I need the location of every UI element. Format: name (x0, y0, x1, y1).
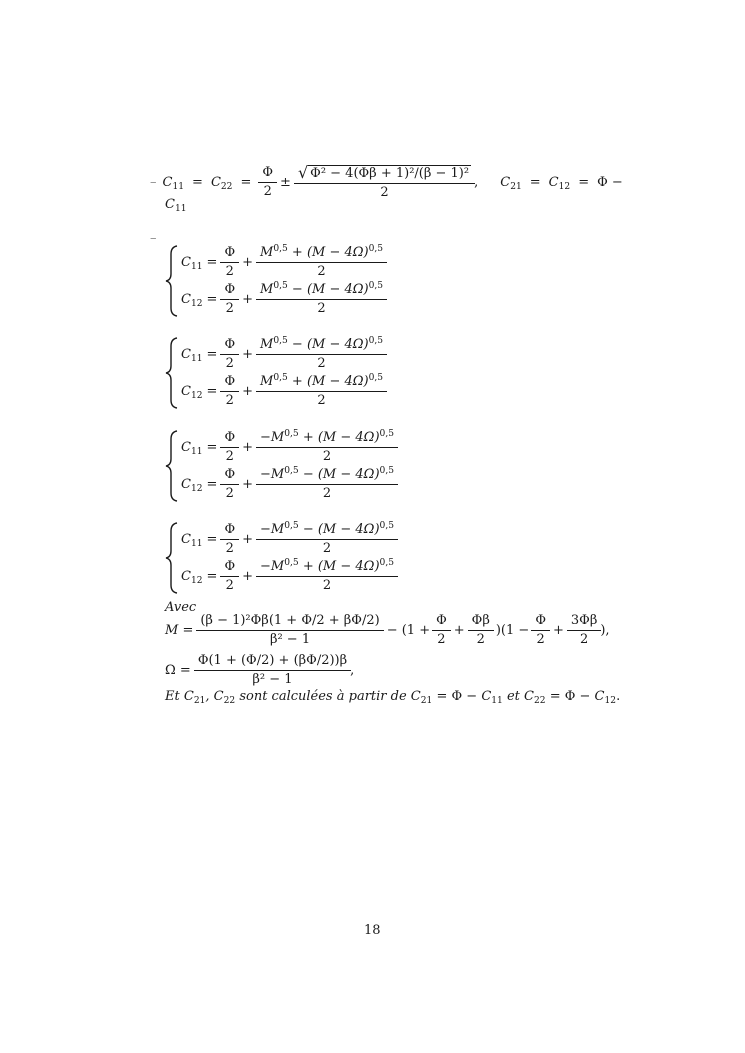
row-equals: = (206, 439, 218, 455)
equals-sign-2: = (240, 174, 252, 190)
c22-symbol: $C_{22}$ (210, 174, 233, 192)
omega-tail: , (350, 662, 355, 678)
wrapped-c11: $C_{11}$ (165, 197, 187, 215)
m-tail-3: ), (600, 622, 610, 638)
rhs-tail: Φ − (597, 174, 623, 190)
row-phi-half: $\frac{\Phi}{2}$ (222, 431, 237, 463)
system-row (181, 429, 397, 465)
row-equals: = (206, 346, 218, 362)
row-fraction: $\frac{M^{0,5} + (M - 4\Omega)^{0,5}}{2}$ (258, 246, 385, 278)
equals-sign: = (192, 174, 203, 190)
system-row (181, 373, 386, 409)
c21-symbol: $C_{21}$ (500, 174, 522, 192)
row-equals: = (206, 254, 218, 270)
m-definition (165, 612, 610, 648)
row-lhs: $C_{12}$ (181, 291, 203, 309)
system-row (181, 466, 397, 502)
comma: , (474, 174, 479, 190)
left-brace-icon (165, 336, 179, 410)
row-phi-half: $\frac{\Phi}{2}$ (222, 560, 237, 592)
row-plus: + (242, 568, 254, 584)
conclusion-text: Et $C_{21}$, $C_{22}$ sont calculées à partir de $C_{21} = \Phi - C_{11}$ et $C_{22} = \Phi - C_{12}$. (165, 689, 621, 707)
row-fraction: $\frac{-M^{0,5} - (M - 4\Omega)^{0,5}}{2}$ (258, 523, 396, 555)
row-phi-half: $\frac{\Phi}{2}$ (222, 283, 237, 315)
omega-lhs: Ω = (165, 662, 191, 678)
row-fraction: $\frac{M^{0,5} - (M - 4\Omega)^{0,5}}{2}$ (258, 283, 385, 315)
row-lhs: $C_{12}$ (181, 476, 203, 494)
m-plus-2: + (552, 622, 564, 638)
sqrt-icon: √ (297, 162, 309, 182)
row-phi-half: $\frac{\Phi}{2}$ (222, 375, 237, 407)
row-plus: + (242, 476, 254, 492)
row-equals: = (206, 476, 218, 492)
system-row (181, 336, 386, 372)
system-row (181, 558, 397, 594)
left-brace-icon (165, 521, 179, 595)
row-equals: = (206, 531, 218, 547)
row-plus: + (242, 291, 254, 307)
row-plus: + (242, 439, 254, 455)
row-plus: + (242, 254, 254, 270)
system-row (181, 244, 386, 280)
row-lhs: $C_{12}$ (181, 383, 203, 401)
m-tail-1: − (1 + (386, 622, 431, 638)
row-fraction: $\frac{M^{0,5} - (M - 4\Omega)^{0,5}}{2}$ (258, 338, 385, 370)
plus-minus: ± (280, 174, 291, 190)
row-plus: + (242, 346, 254, 362)
row-equals: = (206, 383, 218, 399)
m-frac-2: $\frac{\Phi\beta}{2}$ (470, 614, 492, 646)
avec-label: Avec (165, 600, 197, 615)
phi-over-two: $\frac{\Phi}{2}$ (260, 166, 275, 198)
m-plus-1: + (453, 622, 465, 638)
c12-symbol: $C_{12}$ (548, 174, 571, 192)
left-brace-icon (165, 429, 179, 503)
row-phi-half: $\frac{\Phi}{2}$ (222, 338, 237, 370)
row-fraction: $\frac{-M^{0,5} + (M - 4\Omega)^{0,5}}{2}$ (258, 431, 396, 463)
sqrt-fraction: √ Φ² − 4(Φβ + 1)²/(β − 1)² 2 (296, 165, 473, 200)
left-brace-icon (165, 244, 179, 318)
row-plus: + (242, 531, 254, 547)
row-equals: = (206, 291, 218, 307)
m-frac-3: $\frac{\Phi}{2}$ (533, 614, 548, 646)
m-main-fraction: $\frac{\text{(β − 1)²Φβ(1 + Φ/2 + βΦ/2)}}{\text{β² − 1}}$ (198, 614, 381, 646)
row-lhs: $C_{11}$ (181, 439, 203, 457)
system-row (181, 281, 386, 317)
row-lhs: $C_{11}$ (181, 346, 203, 364)
row-fraction: $\frac{M^{0,5} + (M - 4\Omega)^{0,5}}{2}$ (258, 375, 385, 407)
row-equals: = (206, 568, 218, 584)
list-marker: – (150, 174, 157, 190)
m-lhs: M = (165, 622, 194, 638)
system-row (181, 521, 397, 557)
equals-sign-3: = (529, 174, 541, 190)
equals-sign-4: = (578, 174, 590, 190)
sqrt-radicand: Φ² − 4(Φβ + 1)²/(β − 1)² (310, 166, 470, 182)
c11-symbol: $C_{11}$ (162, 174, 185, 192)
row-lhs: $C_{11}$ (181, 531, 203, 549)
row-fraction: $\frac{-M^{0,5} - (M - 4\Omega)^{0,5}}{2}$ (258, 468, 396, 500)
row-lhs: $C_{12}$ (181, 568, 203, 586)
m-frac-4: $\frac{3\Phi\beta}{2}$ (569, 614, 599, 646)
m-frac-1: $\frac{\Phi}{2}$ (434, 614, 449, 646)
page-number: 18 (364, 923, 381, 938)
row-fraction: $\frac{-M^{0,5} + (M - 4\Omega)^{0,5}}{2}$ (258, 560, 396, 592)
list-marker-2: – (150, 231, 157, 246)
row-phi-half: $\frac{\Phi}{2}$ (222, 523, 237, 555)
first-equation (150, 160, 623, 204)
row-lhs: $C_{11}$ (181, 254, 203, 272)
m-tail-2: )(1 − (495, 622, 530, 638)
omega-fraction: $\frac{\Phi(1 + (\Phi/2) + (\beta\Phi/2))\beta}{\text{β² − 1}}$ (196, 654, 349, 686)
row-phi-half: $\frac{\Phi}{2}$ (222, 468, 237, 500)
row-phi-half: $\frac{\Phi}{2}$ (222, 246, 237, 278)
omega-definition (165, 652, 354, 688)
row-plus: + (242, 383, 254, 399)
